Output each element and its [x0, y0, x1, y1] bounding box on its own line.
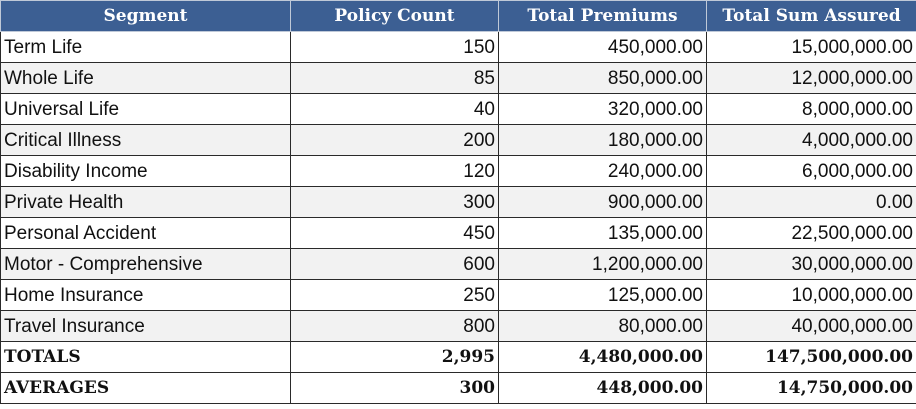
header-total-premiums[interactable]: Total Premiums — [499, 1, 707, 32]
table-row — [1, 249, 916, 280]
table-row — [1, 94, 916, 125]
header-total-sum-assured[interactable]: Total Sum Assured — [707, 1, 916, 32]
averages-policy-count[interactable]: 300 — [291, 373, 499, 404]
cell-total-premiums[interactable]: 180,000.00 — [499, 125, 707, 156]
cell-total-premiums[interactable]: 135,000.00 — [499, 218, 707, 249]
totals-policy-count[interactable]: 2,995 — [291, 342, 499, 373]
cell-total-premiums[interactable]: 450,000.00 — [499, 32, 707, 63]
totals-row — [1, 342, 916, 373]
table-row — [1, 156, 916, 187]
cell-policy-count[interactable]: 600 — [291, 249, 499, 280]
cell-policy-count[interactable]: 85 — [291, 63, 499, 94]
header-row — [1, 1, 916, 32]
cell-total-sum-assured[interactable]: 10,000,000.00 — [707, 280, 916, 311]
cell-policy-count[interactable]: 40 — [291, 94, 499, 125]
cell-total-sum-assured[interactable]: 40,000,000.00 — [707, 311, 916, 342]
cell-segment[interactable]: Universal Life — [1, 94, 291, 125]
averages-total-sum-assured[interactable]: 14,750,000.00 — [707, 373, 916, 404]
cell-total-sum-assured[interactable]: 22,500,000.00 — [707, 218, 916, 249]
cell-total-sum-assured[interactable]: 4,000,000.00 — [707, 125, 916, 156]
cell-policy-count[interactable]: 120 — [291, 156, 499, 187]
header-policy-count[interactable]: Policy Count — [291, 1, 499, 32]
cell-segment[interactable]: Home Insurance — [1, 280, 291, 311]
cell-total-sum-assured[interactable]: 15,000,000.00 — [707, 32, 916, 63]
table-row — [1, 32, 916, 63]
cell-policy-count[interactable]: 300 — [291, 187, 499, 218]
table-row — [1, 125, 916, 156]
cell-segment[interactable]: Term Life — [1, 32, 291, 63]
cell-segment[interactable]: Travel Insurance — [1, 311, 291, 342]
header-segment[interactable]: Segment — [1, 1, 291, 32]
cell-total-sum-assured[interactable]: 12,000,000.00 — [707, 63, 916, 94]
cell-policy-count[interactable]: 250 — [291, 280, 499, 311]
cell-total-sum-assured[interactable]: 0.00 — [707, 187, 916, 218]
cell-total-sum-assured[interactable]: 6,000,000.00 — [707, 156, 916, 187]
cell-policy-count[interactable]: 450 — [291, 218, 499, 249]
averages-total-premiums[interactable]: 448,000.00 — [499, 373, 707, 404]
cell-total-premiums[interactable]: 125,000.00 — [499, 280, 707, 311]
cell-policy-count[interactable]: 150 — [291, 32, 499, 63]
table-row — [1, 218, 916, 249]
cell-total-premiums[interactable]: 240,000.00 — [499, 156, 707, 187]
cell-total-premiums[interactable]: 1,200,000.00 — [499, 249, 707, 280]
cell-segment[interactable]: Personal Accident — [1, 218, 291, 249]
cell-total-sum-assured[interactable]: 8,000,000.00 — [707, 94, 916, 125]
cell-segment[interactable]: Critical Illness — [1, 125, 291, 156]
totals-label[interactable]: TOTALS — [1, 342, 291, 373]
cell-segment[interactable]: Disability Income — [1, 156, 291, 187]
totals-total-sum-assured[interactable]: 147,500,000.00 — [707, 342, 916, 373]
table-row — [1, 311, 916, 342]
cell-policy-count[interactable]: 200 — [291, 125, 499, 156]
cell-total-premiums[interactable]: 900,000.00 — [499, 187, 707, 218]
table-row — [1, 187, 916, 218]
cell-total-premiums[interactable]: 80,000.00 — [499, 311, 707, 342]
averages-row — [1, 373, 916, 404]
averages-label[interactable]: AVERAGES — [1, 373, 291, 404]
table-row — [1, 63, 916, 94]
cell-total-sum-assured[interactable]: 30,000,000.00 — [707, 249, 916, 280]
totals-total-premiums[interactable]: 4,480,000.00 — [499, 342, 707, 373]
cell-total-premiums[interactable]: 320,000.00 — [499, 94, 707, 125]
cell-policy-count[interactable]: 800 — [291, 311, 499, 342]
table-row — [1, 280, 916, 311]
cell-segment[interactable]: Private Health — [1, 187, 291, 218]
cell-total-premiums[interactable]: 850,000.00 — [499, 63, 707, 94]
cell-segment[interactable]: Whole Life — [1, 63, 291, 94]
cell-segment[interactable]: Motor - Comprehensive — [1, 249, 291, 280]
